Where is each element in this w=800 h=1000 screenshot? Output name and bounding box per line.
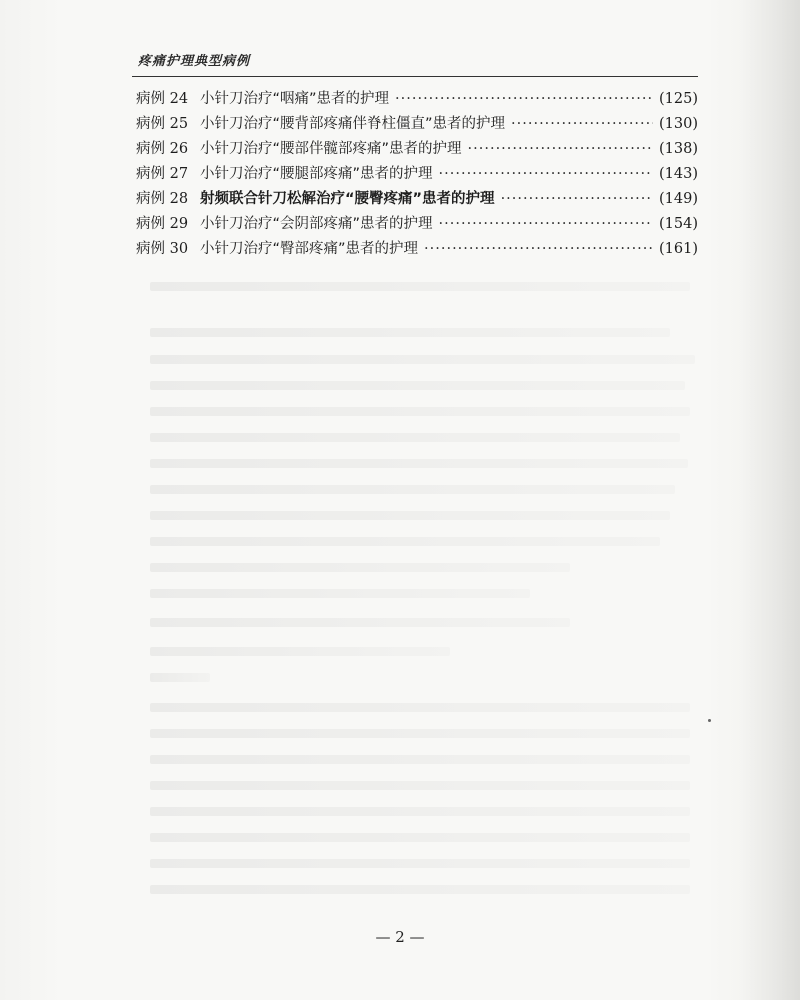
toc-entry[interactable] — [136, 212, 698, 237]
case-number: 病例 25 — [136, 116, 189, 132]
leader-dots — [439, 162, 653, 187]
page-number: (130) — [659, 116, 698, 132]
page-number: (143) — [659, 166, 698, 182]
toc-entry[interactable] — [136, 137, 698, 162]
toc-entry[interactable] — [136, 237, 698, 262]
case-number: 病例 24 — [136, 91, 189, 107]
table-of-contents — [136, 87, 698, 262]
toc-entry[interactable] — [136, 87, 698, 112]
page-footer-number: — 2 — — [375, 928, 425, 946]
leader-dots — [501, 187, 653, 212]
leader-dots — [511, 112, 653, 137]
entry-title: 射频联合针刀松解治疗“腰臀疼痛”患者的护理 — [200, 191, 495, 207]
entry-title: 小针刀治疗“咽痛”患者的护理 — [200, 91, 390, 107]
page-number: (154) — [659, 216, 698, 232]
case-number: 病例 26 — [136, 141, 189, 157]
page-number: (125) — [659, 91, 698, 107]
paper-speck — [708, 719, 711, 722]
entry-title: 小针刀治疗“腰背部疼痛伴脊柱僵直”患者的护理 — [200, 116, 506, 132]
running-head: 疼痛护理典型病例 — [138, 54, 251, 69]
page-number: (161) — [659, 241, 698, 257]
leader-dots — [468, 137, 653, 162]
case-number: 病例 28 — [136, 191, 189, 207]
entry-title: 小针刀治疗“臀部疼痛”患者的护理 — [200, 241, 419, 257]
leader-dots — [395, 87, 653, 112]
leader-dots — [424, 237, 653, 262]
entry-title: 小针刀治疗“会阴部疼痛”患者的护理 — [200, 216, 433, 232]
page-edge-shadow — [740, 0, 800, 1000]
case-number: 病例 27 — [136, 166, 189, 182]
toc-entry[interactable] — [136, 162, 698, 187]
case-number: 病例 29 — [136, 216, 189, 232]
bleed-through-text — [150, 278, 710, 918]
entry-title: 小针刀治疗“腰部伴髋部疼痛”患者的护理 — [200, 141, 462, 157]
toc-entry[interactable] — [136, 187, 698, 212]
page-number: (149) — [659, 191, 698, 207]
toc-entry[interactable] — [136, 112, 698, 137]
leader-dots — [439, 212, 653, 237]
header-rule — [132, 76, 698, 77]
entry-title: 小针刀治疗“腰腿部疼痛”患者的护理 — [200, 166, 433, 182]
case-number: 病例 30 — [136, 241, 189, 257]
page-number: (138) — [659, 141, 698, 157]
